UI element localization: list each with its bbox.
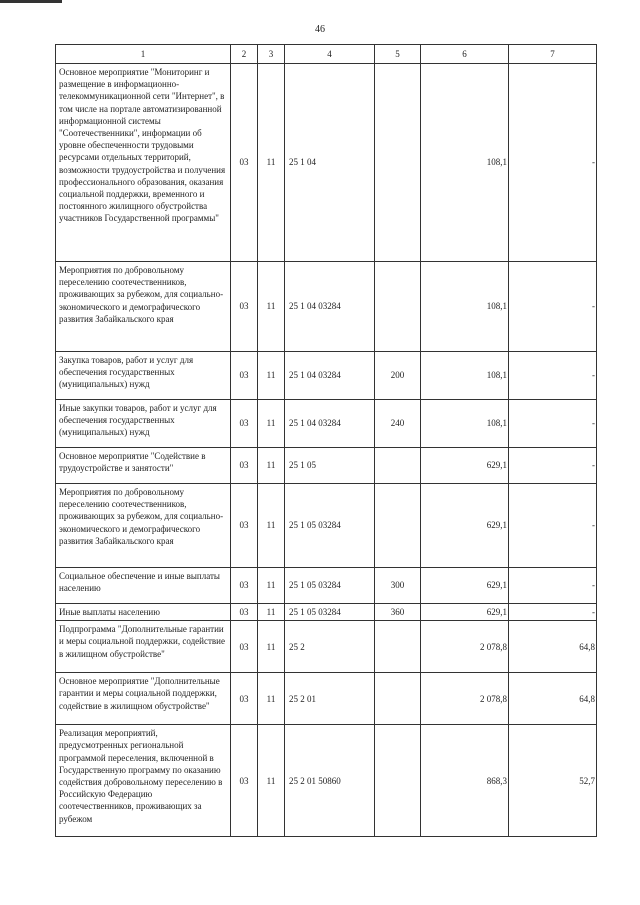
table-cell-amount: 629,1 bbox=[421, 604, 509, 621]
page-number: 46 bbox=[315, 24, 325, 35]
table-cell-section: 03 bbox=[231, 673, 258, 725]
table-cell-name: Закупка товаров, работ и услуг для обеспечения государственных (муниципальных) нужд bbox=[56, 352, 231, 400]
column-header-6: 6 bbox=[421, 45, 509, 64]
table-row bbox=[56, 484, 597, 568]
table-cell-subsection: 11 bbox=[258, 400, 285, 448]
table-cell-section: 03 bbox=[231, 725, 258, 837]
table-cell-target-code: 25 1 05 03284 bbox=[285, 484, 375, 568]
table-cell-subsidy: - bbox=[509, 352, 597, 400]
table-cell-target-code: 25 2 01 bbox=[285, 673, 375, 725]
table-cell-expense-type bbox=[375, 64, 421, 262]
table-cell-subsection: 11 bbox=[258, 262, 285, 352]
table-cell-target-code: 25 1 04 bbox=[285, 64, 375, 262]
table-cell-subsection: 11 bbox=[258, 64, 285, 262]
table-cell-target-code: 25 2 01 50860 bbox=[285, 725, 375, 837]
table-cell-expense-type bbox=[375, 621, 421, 673]
column-header-4: 4 bbox=[285, 45, 375, 64]
table-cell-expense-type bbox=[375, 725, 421, 837]
table-cell-target-code: 25 2 bbox=[285, 621, 375, 673]
table-cell-amount: 108,1 bbox=[421, 262, 509, 352]
table-cell-amount: 2 078,8 bbox=[421, 621, 509, 673]
column-header-7: 7 bbox=[509, 45, 597, 64]
header-row bbox=[56, 45, 597, 64]
table-cell-amount: 2 078,8 bbox=[421, 673, 509, 725]
table-cell-amount: 629,1 bbox=[421, 484, 509, 568]
table-cell-subsection: 11 bbox=[258, 568, 285, 604]
table-cell-section: 03 bbox=[231, 568, 258, 604]
table-cell-amount: 629,1 bbox=[421, 568, 509, 604]
table-cell-target-code: 25 1 05 03284 bbox=[285, 604, 375, 621]
table-cell-amount: 108,1 bbox=[421, 352, 509, 400]
table-cell-section: 03 bbox=[231, 621, 258, 673]
table-cell-subsection: 11 bbox=[258, 484, 285, 568]
table-row bbox=[56, 64, 597, 262]
table-cell-name: Подпрограмма "Дополнительные гарантии и меры социальной поддержки, содействие в жилищном обустройстве" bbox=[56, 621, 231, 673]
table-cell-name: Основное мероприятие "Мониторинг и размещение в информационно-телекоммуникационной сети "Интернет", в том числе на портале автоматизированной информационной системы "Соотечественники", информации об уровне обеспеченности трудовыми ресурсами отдельных территорий, возможности трудоустройства и получения профессионального образования, оказания социальной поддержки, временного и постоянного жилищного обустройства участников Государственной программы" bbox=[56, 64, 231, 262]
table-row bbox=[56, 448, 597, 484]
table-cell-name: Основное мероприятие "Содействие в трудоустройстве и занятости" bbox=[56, 448, 231, 484]
table-cell-subsection: 11 bbox=[258, 621, 285, 673]
table-cell-subsection: 11 bbox=[258, 604, 285, 621]
table-cell-subsidy: - bbox=[509, 448, 597, 484]
table-row bbox=[56, 604, 597, 621]
table-cell-subsidy: - bbox=[509, 604, 597, 621]
table-row bbox=[56, 352, 597, 400]
table-cell-name: Иные закупки товаров, работ и услуг для обеспечения государственных (муниципальных) нужд bbox=[56, 400, 231, 448]
table-cell-expense-type bbox=[375, 262, 421, 352]
column-header-1: 1 bbox=[56, 45, 231, 64]
table-cell-subsidy: 64,8 bbox=[509, 673, 597, 725]
table-row bbox=[56, 568, 597, 604]
table-cell-subsection: 11 bbox=[258, 352, 285, 400]
table-row bbox=[56, 621, 597, 673]
table-row bbox=[56, 673, 597, 725]
table-row bbox=[56, 725, 597, 837]
table-cell-expense-type bbox=[375, 484, 421, 568]
table-cell-section: 03 bbox=[231, 484, 258, 568]
table-cell-subsidy: 52,7 bbox=[509, 725, 597, 837]
table-cell-target-code: 25 1 04 03284 bbox=[285, 400, 375, 448]
table-cell-amount: 108,1 bbox=[421, 64, 509, 262]
table-cell-section: 03 bbox=[231, 352, 258, 400]
table-cell-section: 03 bbox=[231, 448, 258, 484]
table-row bbox=[56, 262, 597, 352]
table-cell-subsidy: - bbox=[509, 484, 597, 568]
table-cell-section: 03 bbox=[231, 262, 258, 352]
table-cell-amount: 108,1 bbox=[421, 400, 509, 448]
table-cell-expense-type: 300 bbox=[375, 568, 421, 604]
table-cell-expense-type: 240 bbox=[375, 400, 421, 448]
table-cell-target-code: 25 1 05 bbox=[285, 448, 375, 484]
table-cell-subsection: 11 bbox=[258, 673, 285, 725]
table-cell-name: Иные выплаты населению bbox=[56, 604, 231, 621]
table-cell-subsidy: - bbox=[509, 400, 597, 448]
table-cell-expense-type: 360 bbox=[375, 604, 421, 621]
table-cell-expense-type bbox=[375, 448, 421, 484]
table-cell-expense-type: 200 bbox=[375, 352, 421, 400]
table-cell-subsidy: 64,8 bbox=[509, 621, 597, 673]
column-header-5: 5 bbox=[375, 45, 421, 64]
column-header-2: 2 bbox=[231, 45, 258, 64]
table-cell-amount: 629,1 bbox=[421, 448, 509, 484]
table-cell-section: 03 bbox=[231, 64, 258, 262]
table-cell-subsidy: - bbox=[509, 262, 597, 352]
table-cell-expense-type bbox=[375, 673, 421, 725]
table-cell-name: Основное мероприятие "Дополнительные гарантии и меры социальной поддержки, содействие в жилищном обустройстве" bbox=[56, 673, 231, 725]
table-cell-name: Реализация мероприятий, предусмотренных региональной программой переселения, включенной в Государственную программу по оказанию содействия добровольному переселению в Российскую Федерацию соотечественников, проживающих за рубежом bbox=[56, 725, 231, 837]
scan-edge-mark bbox=[0, 0, 62, 3]
table-cell-section: 03 bbox=[231, 400, 258, 448]
table-cell-section: 03 bbox=[231, 604, 258, 621]
table-cell-target-code: 25 1 05 03284 bbox=[285, 568, 375, 604]
table-cell-amount: 868,3 bbox=[421, 725, 509, 837]
table-row bbox=[56, 400, 597, 448]
table-cell-name: Социальное обеспечение и иные выплаты населению bbox=[56, 568, 231, 604]
table-cell-subsidy: - bbox=[509, 568, 597, 604]
table-cell-name: Мероприятия по добровольному переселению соотечественников, проживающих за рубежом, для социально-экономического и демографического развития Забайкальского края bbox=[56, 262, 231, 352]
table-cell-subsection: 11 bbox=[258, 725, 285, 837]
budget-table bbox=[55, 44, 597, 837]
table-cell-subsection: 11 bbox=[258, 448, 285, 484]
table-cell-subsidy: - bbox=[509, 64, 597, 262]
table-cell-name: Мероприятия по добровольному переселению соотечественников, проживающих за рубежом, для социально-экономического и демографического развития Забайкальского края bbox=[56, 484, 231, 568]
table-cell-target-code: 25 1 04 03284 bbox=[285, 262, 375, 352]
column-header-3: 3 bbox=[258, 45, 285, 64]
table-cell-target-code: 25 1 04 03284 bbox=[285, 352, 375, 400]
